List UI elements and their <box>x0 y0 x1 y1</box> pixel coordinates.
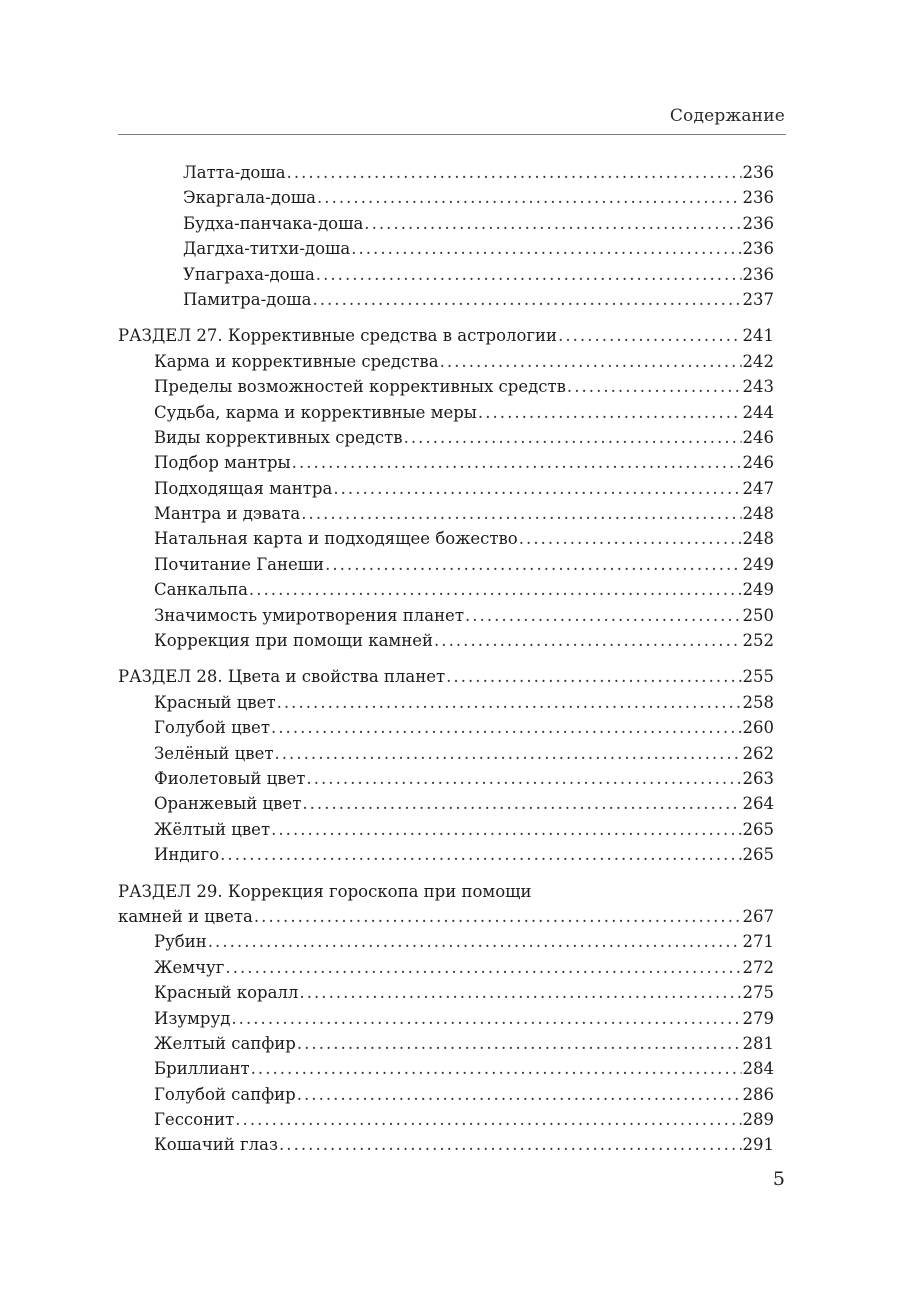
dot-leader <box>220 842 741 867</box>
toc-entry <box>118 1107 774 1132</box>
dot-leader <box>231 1006 741 1031</box>
toc-entry-page: 236 <box>742 188 774 208</box>
toc-entry-page: 236 <box>742 163 774 182</box>
toc-entry-title: Упаграха-доша <box>183 264 315 284</box>
toc-entry-title: Бриллиант <box>154 1059 250 1079</box>
toc-entry-title: Латта-доша <box>183 163 286 182</box>
toc-entry <box>118 1031 774 1056</box>
dot-leader <box>519 526 742 551</box>
section-page: 241 <box>742 326 774 346</box>
dot-leader <box>225 955 741 980</box>
toc-entry-page: 289 <box>742 1110 774 1130</box>
dot-leader <box>297 1031 742 1056</box>
toc-section-heading <box>118 323 774 348</box>
toc-entry-title: Жемчуг <box>154 957 225 977</box>
toc-section-heading <box>118 664 774 689</box>
toc-entry-title: Судьба, карма и коррективные меры <box>154 402 477 422</box>
toc-entry-page: 237 <box>742 289 774 309</box>
toc-entry-title: Фиолетовый цвет <box>154 768 306 788</box>
dot-leader <box>249 577 742 602</box>
toc-entry-page: 260 <box>742 718 774 738</box>
toc-entry-page: 236 <box>742 239 774 259</box>
dot-leader <box>404 425 742 450</box>
toc-entry-page: 271 <box>742 932 774 952</box>
dot-leader <box>271 817 741 842</box>
toc-entry <box>118 741 774 766</box>
toc-entry <box>118 160 774 185</box>
toc-entry-page: 263 <box>742 768 774 788</box>
dot-leader <box>364 211 741 236</box>
section-title: РАЗДЕЛ 27. Коррективные средства в астрологии <box>118 326 558 346</box>
dot-leader <box>274 741 741 766</box>
toc-entry-page: 249 <box>742 554 774 574</box>
dot-leader <box>478 400 742 425</box>
toc-entry-title: Подбор мантры <box>154 453 291 473</box>
toc-entry-page: 291 <box>742 1135 774 1155</box>
dot-leader <box>440 349 742 374</box>
dot-leader <box>279 1132 742 1157</box>
dot-leader <box>277 690 742 715</box>
toc-entry-title: Кошачий глаз <box>154 1135 278 1155</box>
toc-entry <box>118 766 774 791</box>
toc-entry <box>118 425 774 450</box>
toc-entry-page: 284 <box>742 1059 774 1079</box>
dot-leader <box>271 715 742 740</box>
toc-entry-page: 248 <box>742 529 774 549</box>
toc-entry-title: Индиго <box>154 845 220 865</box>
dot-leader <box>306 766 741 791</box>
toc-entry-page: 281 <box>742 1033 774 1053</box>
toc-entry-page: 279 <box>742 1008 774 1028</box>
toc-entry-title: Натальная карта и подходящее божество <box>154 529 518 549</box>
dot-leader <box>567 374 742 399</box>
toc-entry-page: 247 <box>742 478 774 498</box>
toc-entry <box>118 400 774 425</box>
toc-entry-title: Коррекция при помощи камней <box>154 631 433 651</box>
toc-entry <box>118 552 774 577</box>
toc-entry-page: 242 <box>742 351 774 371</box>
dot-leader <box>333 476 741 501</box>
toc-entry-title: Памитра-доша <box>183 289 312 309</box>
page-number: 5 <box>772 1168 785 1190</box>
section-title: камней и цвета <box>118 906 253 926</box>
toc-entry-page: 236 <box>742 213 774 233</box>
toc-entry-page: 275 <box>742 983 774 1003</box>
toc-entry-title: Зелёный цвет <box>154 743 274 763</box>
toc-entry-page: 265 <box>742 819 774 839</box>
toc-entry-title: Гессонит <box>154 1110 235 1130</box>
toc-entry-title: Пределы возможностей коррективных средств <box>154 377 566 397</box>
dot-leader <box>312 287 741 312</box>
toc-entry-page: 264 <box>742 794 774 814</box>
dot-leader <box>434 628 742 653</box>
dot-leader <box>287 160 742 185</box>
toc-entry <box>118 1082 774 1107</box>
dot-leader <box>302 791 741 816</box>
toc-entry-title: Будха-панчака-доша <box>183 213 364 233</box>
dot-leader <box>292 450 742 475</box>
toc-entry <box>118 236 774 261</box>
toc-entry <box>118 690 774 715</box>
toc-entry-title: Мантра и дэвата <box>154 504 301 524</box>
toc-entry-title: Санкальпа <box>154 580 248 600</box>
toc-entry-page: 286 <box>742 1084 774 1104</box>
toc-entry <box>118 185 774 210</box>
dot-leader <box>254 904 742 929</box>
toc-entry-title: Оранжевый цвет <box>154 794 302 814</box>
toc-entry <box>118 374 774 399</box>
table-of-contents <box>118 160 774 1158</box>
dot-leader <box>446 664 741 689</box>
toc-entry-page: 252 <box>742 631 774 651</box>
toc-entry <box>118 1006 774 1031</box>
toc-entry-title: Голубой сапфир <box>154 1084 296 1104</box>
toc-entry-page: 243 <box>742 377 774 397</box>
toc-entry <box>118 791 774 816</box>
toc-entry <box>118 287 774 312</box>
section-title-line1: РАЗДЕЛ 29. Коррекция гороскопа при помощи <box>118 881 532 901</box>
toc-entry <box>118 262 774 287</box>
toc-entry <box>118 842 774 867</box>
toc-entry <box>118 715 774 740</box>
toc-entry <box>118 211 774 236</box>
toc-entry-page: 249 <box>742 580 774 600</box>
toc-entry-page: 246 <box>742 427 774 447</box>
section-page: 267 <box>742 906 774 926</box>
toc-entry <box>118 1056 774 1081</box>
header-divider <box>118 134 786 135</box>
toc-entry-title: Экаргала-доша <box>183 188 316 208</box>
dot-leader <box>325 552 741 577</box>
toc-entry-page: 262 <box>742 743 774 763</box>
dot-leader <box>317 185 742 210</box>
toc-entry-title: Значимость умиротворения планет <box>154 605 464 625</box>
section-page: 255 <box>742 667 774 687</box>
toc-entry-page: 265 <box>742 845 774 865</box>
toc-entry <box>118 349 774 374</box>
toc-entry <box>118 476 774 501</box>
section-title: РАЗДЕЛ 28. Цвета и свойства планет <box>118 667 446 687</box>
toc-entry <box>118 526 774 551</box>
toc-entry-title: Голубой цвет <box>154 718 270 738</box>
dot-leader <box>299 980 741 1005</box>
toc-entry <box>118 980 774 1005</box>
dot-leader <box>208 929 742 954</box>
toc-entry <box>118 1132 774 1157</box>
toc-entry-title: Жёлтый цвет <box>154 819 271 839</box>
toc-entry-title: Почитание Ганеши <box>154 554 325 574</box>
toc-entry <box>118 501 774 526</box>
toc-entry-title: Рубин <box>154 932 207 952</box>
toc-entry-page: 246 <box>742 453 774 473</box>
toc-entry-title: Красный цвет <box>154 692 276 712</box>
toc-section-heading-line1 <box>118 879 774 904</box>
toc-entry-title: Карма и коррективные средства <box>154 351 439 371</box>
toc-entry <box>118 955 774 980</box>
dot-leader <box>301 501 741 526</box>
toc-entry <box>118 628 774 653</box>
toc-entry-page: 258 <box>742 692 774 712</box>
toc-entry <box>118 929 774 954</box>
toc-entry-title: Изумруд <box>154 1008 231 1028</box>
toc-entry <box>118 450 774 475</box>
running-header-title: Содержание <box>669 106 785 126</box>
dot-leader <box>251 1056 742 1081</box>
toc-entry-title: Дагдха-титхи-доша <box>183 239 351 259</box>
dot-leader <box>558 323 741 348</box>
toc-entry-page: 272 <box>742 957 774 977</box>
toc-entry-page: 236 <box>742 264 774 284</box>
toc-entry-title: Желтый сапфир <box>154 1033 296 1053</box>
toc-entry <box>118 817 774 842</box>
toc-entry <box>118 603 774 628</box>
dot-leader <box>235 1107 741 1132</box>
toc-entry-title: Виды коррективных средств <box>154 427 403 447</box>
toc-entry-page: 244 <box>742 402 774 422</box>
toc-entry-page: 250 <box>742 605 774 625</box>
toc-section-heading <box>118 904 774 929</box>
toc-entry-title: Подходящая мантра <box>154 478 333 498</box>
toc-entry-title: Красный коралл <box>154 983 299 1003</box>
dot-leader <box>351 236 741 261</box>
toc-entry-page: 248 <box>742 504 774 524</box>
dot-leader <box>465 603 742 628</box>
toc-entry <box>118 577 774 602</box>
dot-leader <box>316 262 742 287</box>
dot-leader <box>297 1082 742 1107</box>
